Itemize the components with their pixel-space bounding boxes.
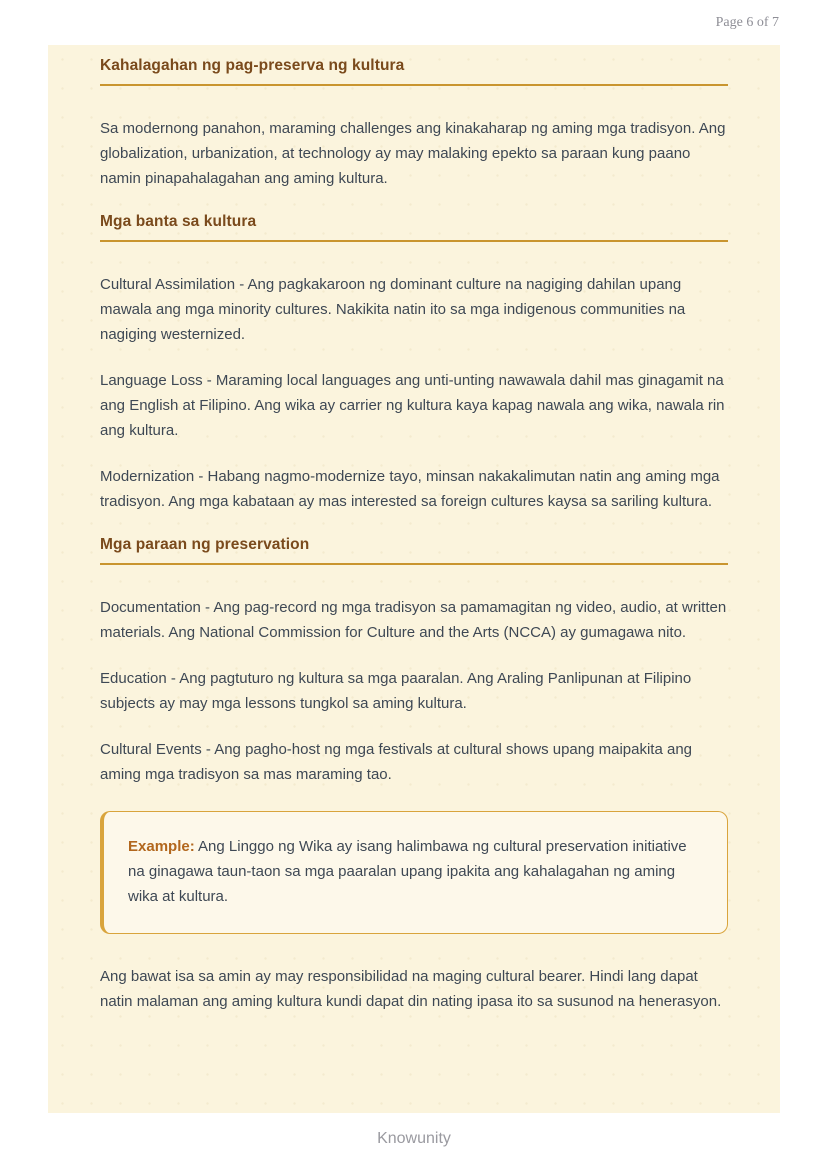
page-indicator: Page 6 of 7 [715,15,779,30]
footer-brand: Knowunity [377,1130,451,1147]
paragraph: Modernization - Habang nagmo-modernize tayo, minsan nakakalimutan natin ang aming mga tradisyon. Ang mga kabataan ay mas interested sa foreign cultures kaysa sa sariling kultura. [100,468,720,510]
example-callout-box [100,811,728,934]
closing-paragraph: Ang bawat isa sa amin ay may responsibilidad na maging cultural bearer. Hindi lang dapat natin malaman ang aming kultura kundi dapat din nating ipasa ito sa susunod na henerasyon. [100,968,722,1010]
paragraph: Documentation - Ang pag-record ng mga tradisyon sa pamamagitan ng video, audio, at written materials. Ang National Commission for Culture and the Arts (NCCA) ay gumagawa nito. [100,599,727,641]
document-page [48,45,780,1113]
paragraph: Education - Ang pagtuturo ng kultura sa mga paaralan. Ang Araling Panlipunan at Filipino subjects ay may mga lessons tungkol sa aming kultura. [100,670,692,712]
example-text: Ang Linggo ng Wika ay isang halimbawa ng cultural preservation initiative na ginagawa taun-taon sa mga paaralan upang ipakita ang kahalagahan ng aming wika at kultura. [128,838,687,905]
paragraph: Sa modernong panahon, maraming challenges ang kinakaharap ng aming mga tradisyon. Ang globalization, urbanization, at technology ay may malaking epekto sa paraan kung paano namin pinapahalagahan ang aming kultura. [100,120,726,187]
example-label: Example: [128,838,195,855]
paragraph: Language Loss - Maraming local languages ang unti-unting nawawala dahil mas ginagamit na ang English at Filipino. Ang wika ay carrier ng kultura kaya kapag nawala ang wika, nawala rin ang kultura. [100,372,725,439]
section-heading-mga-paraan: Mga paraan ng preservation [100,536,728,565]
section-heading-kahalagahan: Kahalagahan ng pag-preserva ng kultura [100,57,728,86]
paragraph: Cultural Events - Ang pagho-host ng mga festivals at cultural shows upang maipakita ang aming mga tradisyon sa mas maraming tao. [100,741,693,783]
paragraph: Cultural Assimilation - Ang pagkakaroon ng dominant culture na nagiging dahilan upang mawala ang mga minority cultures. Nakikita natin ito sa mga indigenous communities na nagiging westernized. [100,276,686,343]
section-heading-mga-banta: Mga banta sa kultura [100,213,728,242]
